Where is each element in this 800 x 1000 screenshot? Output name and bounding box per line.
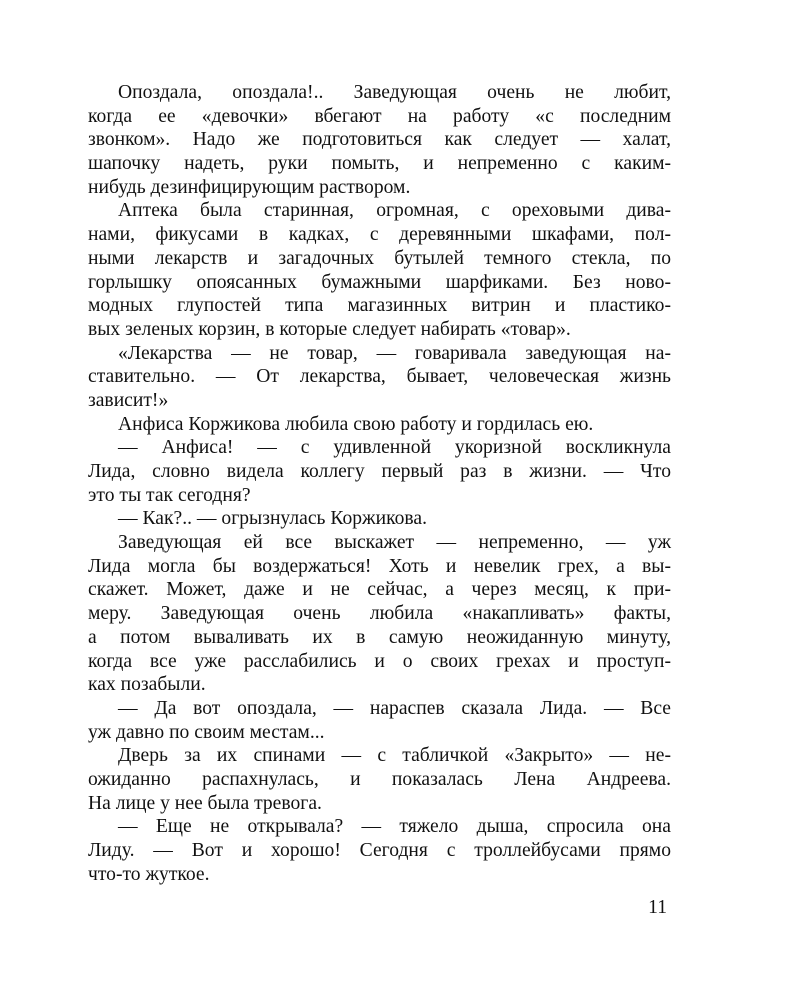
text-line: меру. Заведующая очень любила «накапливать» факты, (88, 603, 671, 625)
text-line: «Лекарства — не товар, — говаривала заведующая на- (118, 342, 671, 364)
text-line: ках позабыли. (88, 674, 206, 696)
text-line: когда ее «девочки» вбегают на работу «с последним (88, 105, 671, 127)
text-line: нибудь дезинфицирующим раствором. (88, 176, 411, 198)
text-line: Лида могла бы воздержаться! Хоть и невелик грех, а вы- (88, 555, 671, 577)
page-number: 11 (648, 897, 667, 918)
paragraph (118, 507, 671, 531)
text-line: На лице у нее была тревога. (88, 792, 322, 814)
body-text (88, 81, 671, 886)
paragraph (88, 697, 671, 744)
paragraph (88, 436, 671, 507)
text-line: вых зеленых корзин, в которые следует набирать «товар». (88, 318, 571, 340)
text-line: а потом вываливать их в самую неожиданную минуту, (88, 626, 671, 648)
text-line: Анфиса Коржикова любила свою работу и гордилась ею. (118, 413, 594, 435)
text-line: Дверь за их спинами — с табличкой «Закрыто» — не- (118, 745, 671, 767)
paragraph (118, 413, 671, 437)
text-line: Заведующая ей все выскажет — непременно, — уж (118, 532, 671, 554)
paragraph (88, 744, 671, 815)
text-line: ожиданно распахнулась, и показалась Лена Андреева. (88, 768, 671, 790)
text-line: звонком». Надо же подготовиться как следует — халат, (88, 129, 671, 151)
paragraph (88, 199, 671, 341)
text-line: шапочку надеть, руки помыть, и непременно с каким- (88, 153, 671, 175)
text-line: зависит!» (88, 389, 169, 411)
text-line: горлышку опоясанных бумажными шарфиками. Без ново- (88, 271, 671, 293)
text-line: — Еще не открывала? — тяжело дыша, спросила она (118, 816, 671, 838)
text-line: — Да вот опоздала, — нараспев сказала Лида. — Все (118, 697, 671, 719)
text-line: — Как?.. — огрызнулась Коржикова. (118, 508, 427, 530)
text-line: модных глупостей типа магазинных витрин и пластико- (88, 295, 671, 317)
text-line: ставительно. — От лекарства, бывает, человеческая жизнь (88, 366, 671, 388)
text-line: Лиду. — Вот и хорошо! Сегодня с троллейбусами прямо (88, 840, 671, 861)
text-line: Аптека была старинная, огромная, с ореховыми дива- (118, 200, 671, 222)
text-line: Опоздала, опоздала!.. Заведующая очень не любит, (118, 82, 671, 103)
text-line: когда все уже расслабились и о своих грехах и проступ- (88, 650, 671, 672)
text-line: нами, фикусами в кадках, с деревянными шкафами, пол- (88, 224, 671, 246)
text-line: Лида, словно видела коллегу первый раз в жизни. — Что (88, 461, 671, 482)
paragraph (88, 815, 671, 886)
paragraph (88, 81, 671, 199)
text-line: ными лекарств и загадочных бутылей темного стекла, по (88, 247, 671, 269)
paragraph (88, 531, 671, 697)
text-line: это ты так сегодня? (88, 484, 251, 506)
text-line: скажет. Может, даже и не сейчас, а через месяц, к при- (88, 579, 671, 601)
text-line: — Анфиса! — с удивленной укоризной воскликнула (118, 437, 671, 459)
text-line: уж давно по своим местам... (88, 721, 325, 743)
paragraph (88, 342, 671, 413)
text-line: что-то жуткое. (88, 863, 210, 885)
